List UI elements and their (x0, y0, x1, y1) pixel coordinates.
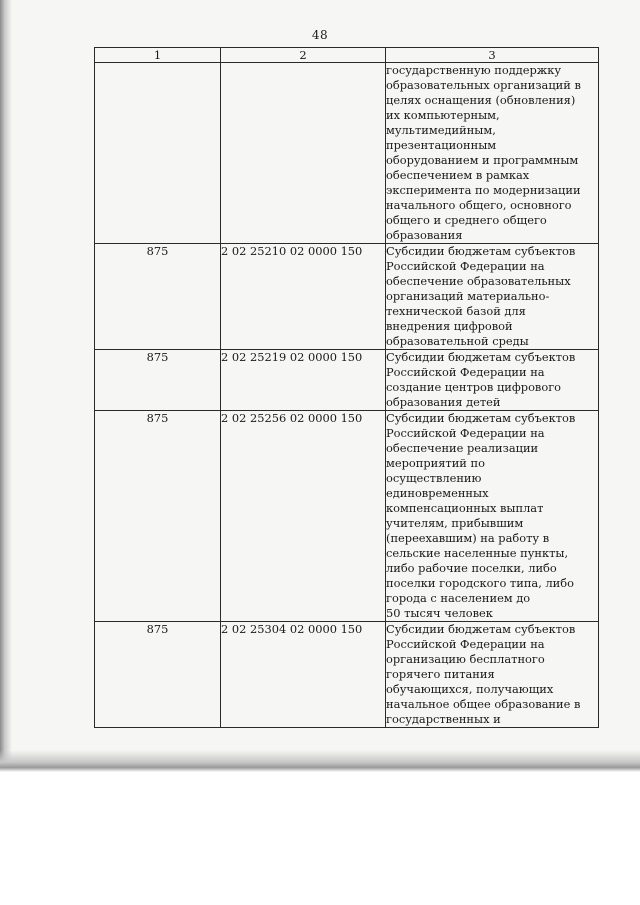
description-line: организацию бесплатного (386, 652, 545, 666)
budget-classification-code-cell (221, 63, 386, 244)
description-line: Российской Федерации на (386, 426, 545, 440)
description-line: Российской Федерации на (386, 365, 545, 379)
table-row (95, 622, 599, 728)
description-line: обеспечением в рамках (386, 168, 530, 182)
income-description-cell (386, 244, 599, 350)
table-row (95, 350, 599, 411)
table-row (95, 411, 599, 622)
admin-code-cell: 875 (95, 411, 221, 622)
description-line: образования (386, 228, 463, 242)
description-line: мероприятий по (386, 456, 485, 470)
description-line: эксперимента по модернизации (386, 183, 581, 197)
description-line: их компьютерным, (386, 108, 500, 122)
description-line: государственную поддержку (386, 63, 562, 77)
table-row (95, 63, 599, 244)
description-line: Российской Федерации на (386, 637, 545, 651)
description-line: мультимедийным, (386, 123, 496, 137)
table-row (95, 244, 599, 350)
admin-code-cell: 875 (95, 244, 221, 350)
description-line: обеспечение реализации (386, 441, 539, 455)
description-line: образовательной среды (386, 334, 529, 348)
page-number: 48 (311, 28, 329, 42)
description-line: учителям, прибывшим (386, 516, 524, 530)
budget-classification-code-cell: 2 02 25210 02 0000 150 (221, 244, 386, 350)
column-header-1: 1 (95, 48, 221, 63)
income-description-cell (386, 63, 599, 244)
description-line: технической базой для (386, 304, 526, 318)
table-body (95, 63, 599, 728)
admin-code-cell (95, 63, 221, 244)
scan-edge-shadow-left (0, 0, 12, 770)
column-header-3: 3 (386, 48, 599, 63)
description-line: Субсидии бюджетам субъектов (386, 411, 576, 425)
description-line: целях оснащения (обновления) (386, 93, 576, 107)
description-line: образования детей (386, 395, 501, 409)
income-description-cell (386, 411, 599, 622)
description-line: презентационным (386, 138, 497, 152)
description-line: обеспечение образовательных (386, 274, 571, 288)
description-line: сельские населенные пункты, (386, 546, 569, 560)
description-line: компенсационных выплат (386, 501, 544, 515)
income-description-cell (386, 350, 599, 411)
description-line: Субсидии бюджетам субъектов (386, 244, 576, 258)
description-line: обучающихся, получающих (386, 682, 554, 696)
description-line: создание центров цифрового (386, 380, 562, 394)
column-header-2: 2 (221, 48, 386, 63)
budget-classification-code-cell: 2 02 25219 02 0000 150 (221, 350, 386, 411)
budget-classification-code-cell: 2 02 25256 02 0000 150 (221, 411, 386, 622)
budget-classification-code-cell: 2 02 25304 02 0000 150 (221, 622, 386, 728)
scan-edge-shadow-bottom (0, 750, 640, 772)
description-line: города с населением до (386, 591, 531, 605)
description-line: оборудованием и программным (386, 153, 579, 167)
budget-revenue-table (94, 47, 599, 728)
income-description-cell (386, 622, 599, 728)
admin-code-cell: 875 (95, 622, 221, 728)
description-line: единовременных (386, 486, 489, 500)
description-line: государственных и (386, 712, 501, 726)
admin-code-cell: 875 (95, 350, 221, 411)
description-line: начальное общее образование в (386, 697, 581, 711)
description-line: организаций материально- (386, 289, 550, 303)
description-line: 50 тысяч человек (386, 606, 493, 620)
description-line: Субсидии бюджетам субъектов (386, 350, 576, 364)
description-line: (переехавшим) на работу в (386, 531, 550, 545)
table-header-row (95, 48, 599, 63)
description-line: горячего питания (386, 667, 495, 681)
description-line: общего и среднего общего (386, 213, 547, 227)
description-line: образовательных организаций в (386, 78, 581, 92)
description-line: внедрения цифровой (386, 319, 513, 333)
description-line: Субсидии бюджетам субъектов (386, 622, 576, 636)
description-line: начального общего, основного (386, 198, 572, 212)
description-line: либо рабочие поселки, либо (386, 561, 557, 575)
description-line: осуществлению (386, 471, 482, 485)
description-line: Российской Федерации на (386, 259, 545, 273)
description-line: поселки городского типа, либо (386, 576, 574, 590)
